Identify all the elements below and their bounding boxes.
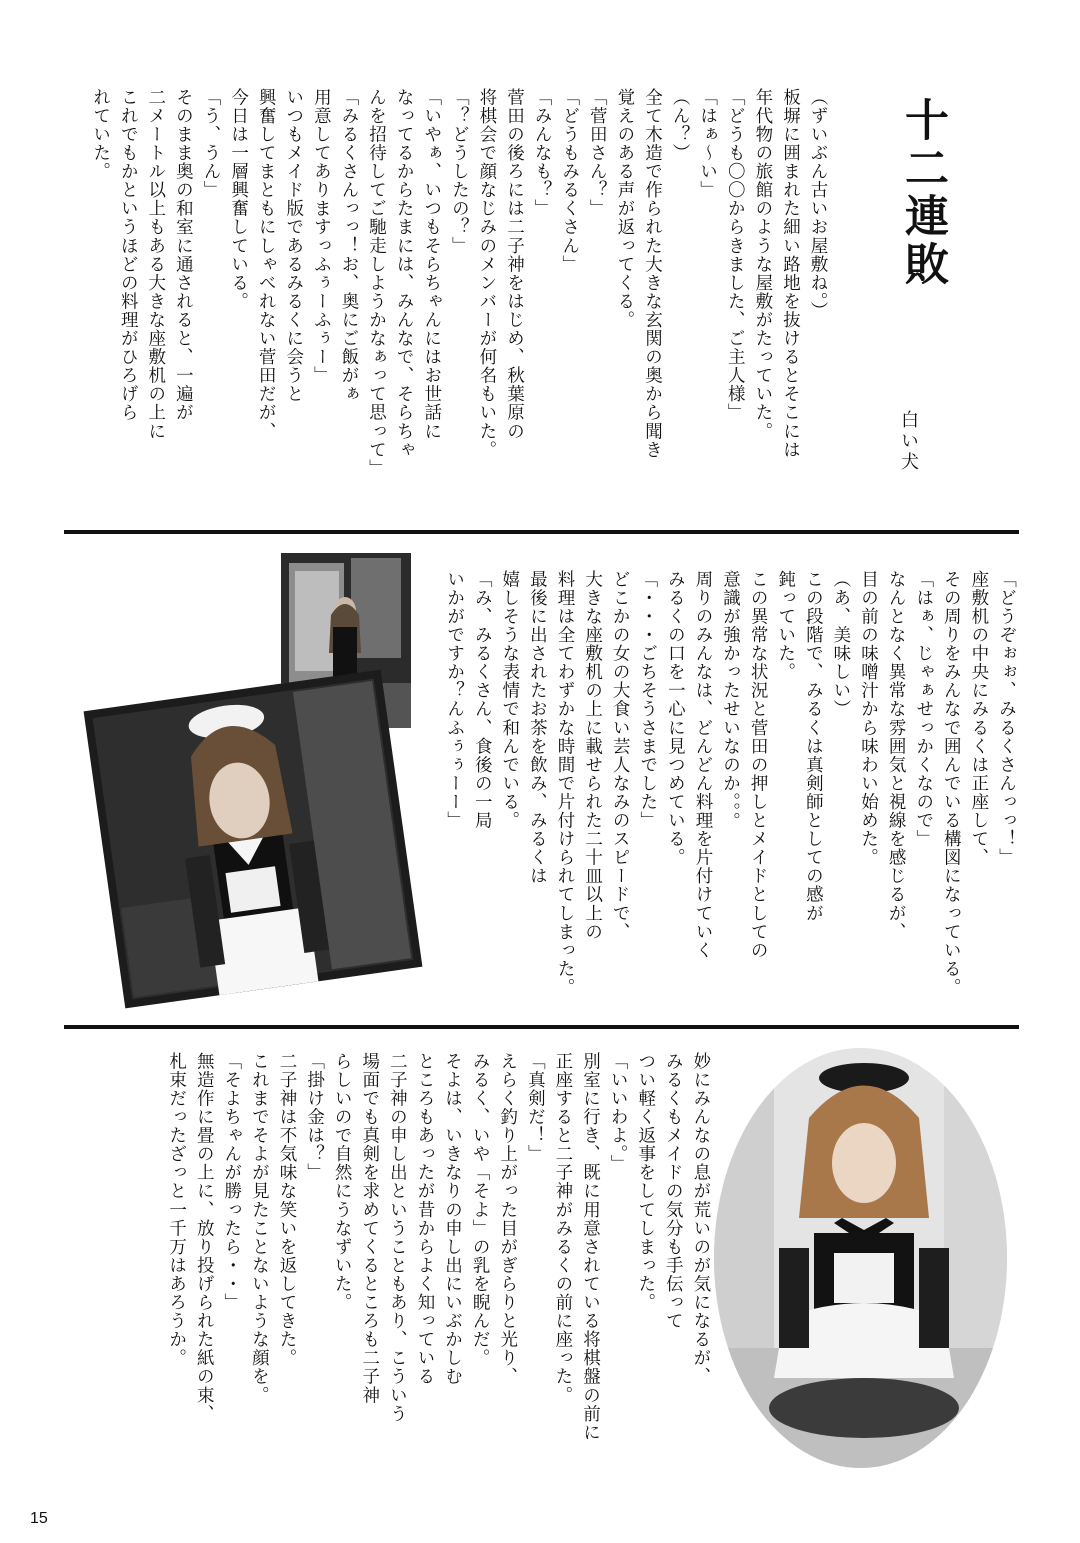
text-column: この段階で、みるくは真剣師としての感が — [803, 570, 824, 923]
text-column: 場面でも真剣を求めてくるところも二子神 — [359, 1052, 380, 1405]
text-column: 「はぁ～い」 — [697, 88, 718, 200]
text-column: えらく釣り上がった目がぎらりと光り、 — [497, 1052, 518, 1386]
text-column: 料理は全てわずかな時間で片付けられてしまった。 — [554, 570, 575, 997]
text-column: 菅田の後ろには二子神をはじめ、秋葉原の — [504, 88, 525, 441]
text-column: 無造作に畳の上に、放り投げられた紙の束、 — [194, 1052, 215, 1423]
text-column: 「う、うん」 — [200, 88, 221, 200]
text-column: 嬉しそうな表情で和んでいる。 — [499, 570, 520, 830]
text-column: いかがですか？んふぅぅーー」 — [444, 570, 465, 830]
text-column: 目の前の味噌汁から味わい始めた。 — [858, 570, 879, 867]
text-block-bottom — [162, 1052, 714, 1442]
text-column: 「みんなも？」 — [532, 88, 553, 218]
text-column: そよは、いきなりの申し出にいぶかしむ — [442, 1052, 463, 1386]
text-column: 鈍っていた。 — [775, 570, 796, 682]
text-column: 大きな座敷机の上に載せられた二十皿以上の — [582, 570, 603, 941]
text-column: そのまま奥の和室に通されると、一遍が — [173, 88, 194, 422]
text-column: 「み、みるくさん、食後の一局 — [472, 570, 493, 830]
text-block-middle — [440, 570, 1019, 997]
chapter-title: 十二連敗 — [897, 97, 948, 289]
text-column: ところもあったが昔からよく知っている — [414, 1052, 435, 1386]
photo-maid-kneeling — [714, 1048, 1007, 1468]
text-column: なってるからたまには、みんなで、そらちゃ — [394, 88, 415, 459]
text-column: 二子神の申し出ということもあり、こういう — [387, 1052, 408, 1423]
text-column: 年代物の旅館のような屋敷がたっていた。 — [752, 88, 773, 441]
text-column: 板塀に囲まれた細い路地を抜けるとそこには — [780, 88, 801, 459]
text-column: んを招待してご馳走しようかなぁって思って」 — [366, 88, 387, 478]
text-column: 「・・・ごちそうさまでした」 — [637, 570, 658, 830]
text-column: これまでそよが見たことないような顔を。 — [249, 1052, 270, 1405]
text-column: 別室に行き、既に用意されている将棋盤の前に — [580, 1052, 601, 1442]
text-column: 周りのみんなは、どんどん料理を片付けていく — [692, 570, 713, 960]
text-column: 今日は一層興奮している。 — [228, 88, 249, 311]
text-column: 二子神は不気味な笑いを返してきた。 — [276, 1052, 297, 1368]
text-column: （あ、美味しい） — [830, 570, 851, 719]
text-column: みるく、いや「そよ」の乳を睨んだ。 — [470, 1052, 491, 1368]
author-name: 白い犬 — [898, 410, 919, 473]
text-column: 「いいわよ。」 — [608, 1052, 629, 1174]
text-column: 二メートル以上もある大きな座敷机の上に — [145, 88, 166, 441]
text-column: 「？どうしたの？」 — [449, 88, 470, 255]
text-column: 妙にみんなの息が荒いのが気になるが、 — [690, 1052, 711, 1386]
text-column: 意識が強かったせいなのか。。。 — [720, 570, 741, 831]
text-column: 将棋会で顔なじみのメンバーが何名もいた。 — [476, 88, 497, 459]
text-column: れていた。 — [90, 88, 111, 181]
photo-maid-standing — [81, 666, 426, 1012]
text-column: 「みるくさんっっ！お、奥にご飯がぁ — [338, 88, 359, 404]
text-column: 座敷机の中央にみるくは正座して、 — [968, 570, 989, 867]
text-column: 正座すると二子神がみるくの前に座った。 — [552, 1052, 573, 1405]
text-column: 「菅田さん？」 — [587, 88, 608, 218]
text-column: 「どうも〇〇からきました、ご主人様」 — [725, 88, 746, 422]
text-column: （ずいぶん古いお屋敷ね。） — [808, 88, 829, 321]
text-block-top — [86, 88, 831, 478]
text-column: 「いやぁ、いつもそらちゃんにはお世話に — [421, 88, 442, 441]
text-column: この異常な状況と菅田の押しとメイドとしての — [748, 570, 769, 960]
text-column: 「真剣だ！」 — [525, 1052, 546, 1164]
text-column: なんとなく異常な雰囲気と視線を感じるが、 — [886, 570, 907, 941]
text-column: いつもメイド版であるみるくに会うと — [283, 88, 304, 404]
text-column: これでもかというほどの料理がひろげら — [118, 88, 139, 422]
divider-rule-2 — [64, 1025, 1019, 1029]
text-column: 最後に出されたお茶を飲み、みるくは — [527, 570, 548, 886]
text-column: 興奮してまともにしゃべれない菅田だが、 — [256, 88, 277, 441]
text-column: その周りをみんなで囲んでいる構図になっている。 — [941, 570, 962, 997]
divider-rule-1 — [64, 530, 1019, 534]
text-column: どこかの女の大食い芸人なみのスピードで、 — [610, 570, 631, 941]
text-column: 「どうぞぉぉ、みるくさんっっ！」 — [996, 570, 1017, 867]
text-column: （ん？） — [670, 88, 691, 163]
text-column: 「そよちゃんが勝ったら・・」 — [221, 1052, 242, 1312]
text-column: みるくもメイドの気分も手伝って — [663, 1052, 684, 1331]
text-column: 全て木造で作られた大きな玄関の奥から聞き — [642, 88, 663, 459]
text-column: 「はぁ、じゃぁせっかくなので」 — [913, 570, 934, 849]
text-column: つい軽く返事をしてしまった。 — [635, 1052, 656, 1312]
page-number: 15 — [30, 1510, 48, 1527]
text-column: みるくの口を一心に見つめている。 — [665, 570, 686, 867]
text-column: 覚えのある声が返ってくる。 — [614, 88, 635, 330]
text-column: 「どうもみるくさん」 — [559, 88, 580, 274]
text-column: らしいので自然にうなずいた。 — [332, 1052, 353, 1312]
text-column: 札束だったざっと一千万はあろうか。 — [166, 1052, 187, 1368]
text-column: 「掛け金は？」 — [304, 1052, 325, 1182]
text-column: 用意してありますっふぅーふぅー」 — [311, 88, 332, 385]
